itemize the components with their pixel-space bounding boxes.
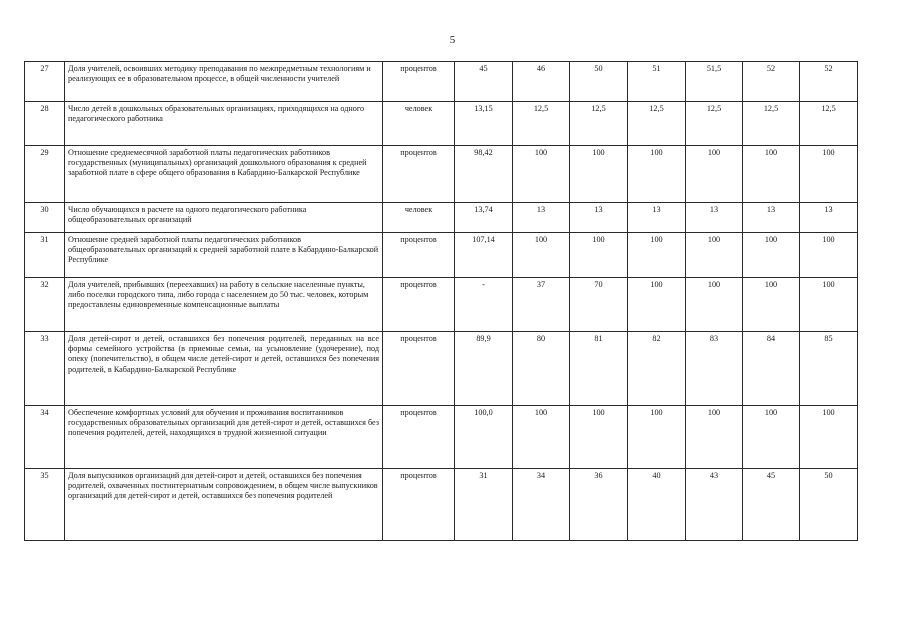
value-cell: 100: [686, 233, 743, 278]
value-cell: 12,5: [743, 102, 800, 146]
page-number: 5: [449, 34, 456, 46]
indicators-table: [24, 61, 858, 541]
value-cell: 100: [800, 146, 858, 203]
table-row: [25, 62, 858, 102]
value-cell: 50: [800, 469, 858, 541]
value-cell: 100: [513, 146, 570, 203]
value-cell: 100: [686, 278, 743, 332]
value-cell: 100: [570, 406, 628, 469]
value-cell: 12,5: [513, 102, 570, 146]
unit-cell: процентов: [383, 233, 455, 278]
indicator-description: Отношение средней заработной платы педагогических работников общеобразовательных организаций к средней заработной плате в Кабардино-Балкарской Республике: [65, 233, 383, 278]
indicator-description: Доля выпускников организаций для детей-сирот и детей, оставшихся без попечения родителей, охваченных постинтернатным сопровождением, в общем числе выпускников организаций для детей-сирот и детей, оставшихся без попечения родителей: [65, 469, 383, 541]
indicator-description: Доля учителей, прибывших (переехавших) на работу в сельские населенные пункты, либо поселки городского типа, либо города с населением до 50 тыс. человек, которым предоставлены единовременные компенсационные выплаты: [65, 278, 383, 332]
value-cell: 82: [628, 332, 686, 406]
value-cell: 12,5: [686, 102, 743, 146]
value-cell: 85: [800, 332, 858, 406]
table-row: [25, 146, 858, 203]
value-cell: 84: [743, 332, 800, 406]
value-cell: 70: [570, 278, 628, 332]
value-cell: 12,5: [800, 102, 858, 146]
value-cell: 100: [743, 406, 800, 469]
table-row: [25, 469, 858, 541]
value-cell: 43: [686, 469, 743, 541]
value-cell: 100: [743, 233, 800, 278]
value-cell: 100: [800, 233, 858, 278]
table-row: [25, 332, 858, 406]
value-cell: 13,74: [455, 203, 513, 233]
indicator-description: Число детей в дошкольных образовательных организациях, приходящихся на одного педагогического работника: [65, 102, 383, 146]
value-cell: 98,42: [455, 146, 513, 203]
value-cell: -: [455, 278, 513, 332]
value-cell: 89,9: [455, 332, 513, 406]
row-number: 35: [25, 469, 65, 541]
value-cell: 13: [686, 203, 743, 233]
row-number: 30: [25, 203, 65, 233]
value-cell: 100: [686, 406, 743, 469]
unit-cell: человек: [383, 102, 455, 146]
value-cell: 13,15: [455, 102, 513, 146]
value-cell: 100: [628, 233, 686, 278]
table-row: [25, 203, 858, 233]
value-cell: 80: [513, 332, 570, 406]
value-cell: 13: [628, 203, 686, 233]
value-cell: 34: [513, 469, 570, 541]
indicator-description: Доля учителей, освоивших методику преподавания по межпредметным технологиям и реализующих ее в образовательном процессе, в общей численности учителей: [65, 62, 383, 102]
unit-cell: процентов: [383, 332, 455, 406]
value-cell: 12,5: [570, 102, 628, 146]
value-cell: 100: [570, 233, 628, 278]
unit-cell: процентов: [383, 146, 455, 203]
value-cell: 100: [743, 278, 800, 332]
value-cell: 13: [513, 203, 570, 233]
value-cell: 51,5: [686, 62, 743, 102]
table-row: [25, 102, 858, 146]
value-cell: 83: [686, 332, 743, 406]
unit-cell: процентов: [383, 62, 455, 102]
table-row: [25, 278, 858, 332]
value-cell: 100: [800, 278, 858, 332]
table-row: [25, 406, 858, 469]
value-cell: 100,0: [455, 406, 513, 469]
value-cell: 100: [628, 146, 686, 203]
value-cell: 51: [628, 62, 686, 102]
row-number: 33: [25, 332, 65, 406]
indicator-description: Число обучающихся в расчете на одного педагогического работника общеобразовательных организаций: [65, 203, 383, 233]
value-cell: 36: [570, 469, 628, 541]
value-cell: 100: [628, 278, 686, 332]
value-cell: 13: [743, 203, 800, 233]
unit-cell: человек: [383, 203, 455, 233]
value-cell: 52: [800, 62, 858, 102]
unit-cell: процентов: [383, 278, 455, 332]
value-cell: 100: [628, 406, 686, 469]
indicator-description: Доля детей-сирот и детей, оставшихся без попечения родителей, переданных на все формы семейного устройства (в приемные семьи, на усыновление (удочерение), под опеку (попечительство), в общем числе детей-сирот и детей, оставшихся без попечения родителей, в Кабардино-Балкарской Республике: [65, 332, 383, 406]
value-cell: 13: [570, 203, 628, 233]
indicator-description: Отношение среднемесячной заработной платы педагогических работников государственных (муниципальных) организаций дошкольного образования к средней заработной плате в сфере общего образования в Кабардино-Балкарской Республике: [65, 146, 383, 203]
indicator-description: Обеспечение комфортных условий для обучения и проживания воспитанников государственных образовательных организаций для детей-сирот и детей, оставшихся без попечения родителей, детей, находящихся в трудной жизненной ситуации: [65, 406, 383, 469]
row-number: 32: [25, 278, 65, 332]
unit-cell: процентов: [383, 406, 455, 469]
value-cell: 13: [800, 203, 858, 233]
value-cell: 52: [743, 62, 800, 102]
row-number: 31: [25, 233, 65, 278]
table-row: [25, 233, 858, 278]
value-cell: 40: [628, 469, 686, 541]
value-cell: 12,5: [628, 102, 686, 146]
value-cell: 100: [570, 146, 628, 203]
value-cell: 50: [570, 62, 628, 102]
row-number: 34: [25, 406, 65, 469]
value-cell: 100: [513, 233, 570, 278]
value-cell: 100: [686, 146, 743, 203]
value-cell: 81: [570, 332, 628, 406]
value-cell: 107,14: [455, 233, 513, 278]
row-number: 27: [25, 62, 65, 102]
value-cell: 100: [743, 146, 800, 203]
value-cell: 37: [513, 278, 570, 332]
row-number: 28: [25, 102, 65, 146]
value-cell: 31: [455, 469, 513, 541]
value-cell: 46: [513, 62, 570, 102]
value-cell: 45: [455, 62, 513, 102]
value-cell: 100: [800, 406, 858, 469]
value-cell: 100: [513, 406, 570, 469]
value-cell: 45: [743, 469, 800, 541]
unit-cell: процентов: [383, 469, 455, 541]
row-number: 29: [25, 146, 65, 203]
